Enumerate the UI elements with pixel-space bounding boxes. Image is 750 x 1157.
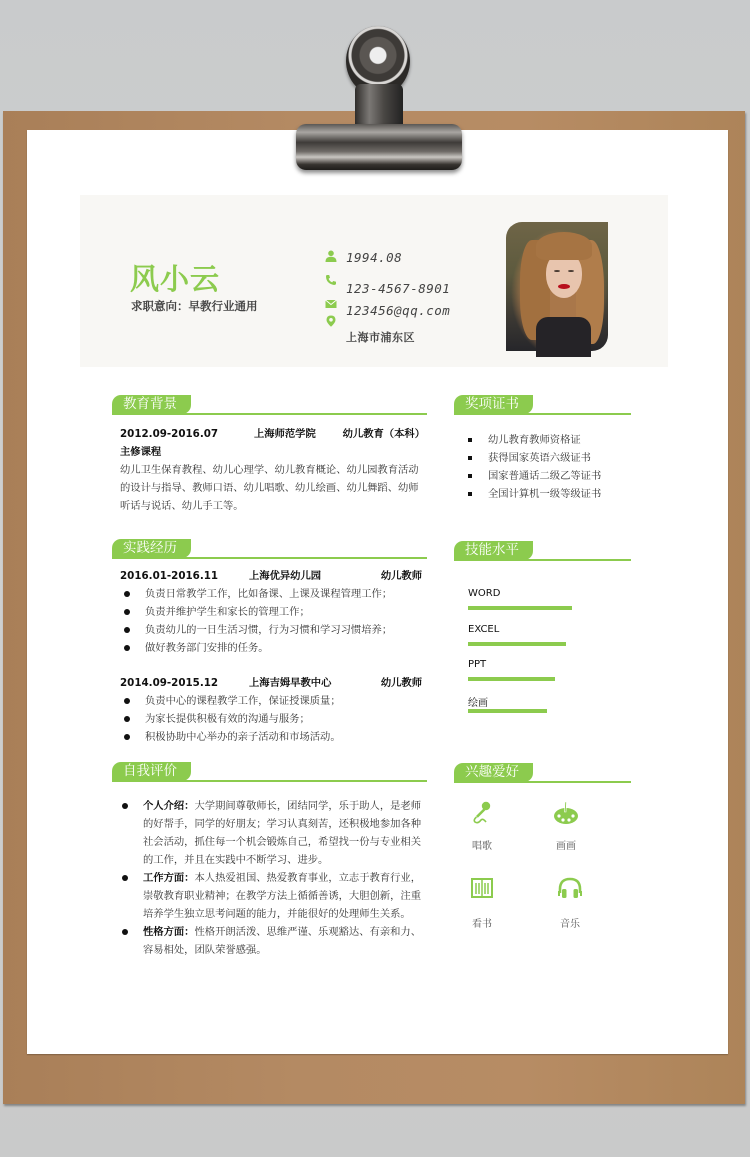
job-org: 上海吉姆早教中心 [249, 677, 332, 689]
skill-bar [468, 677, 555, 681]
education-entry [120, 425, 425, 515]
courses-text: 幼儿卫生保育教程、幼儿心理学、幼儿教育概论、幼儿园教育活动的设计与指导、教师口语、幼儿唱歌、幼儿绘画、幼儿舞蹈、幼师听话与说话、幼儿手工等。 [120, 464, 419, 512]
hobby-music: 音乐 [540, 877, 600, 930]
award-item: 获得国家英语六级证书 [454, 449, 634, 467]
hobby-drawing: 画画 [536, 801, 596, 852]
binder-clip [296, 24, 462, 170]
contact-address: 上海市浦东区 [325, 319, 475, 343]
education-row [120, 425, 425, 443]
section-heading-education: 教育背景 [112, 395, 427, 415]
headphones-icon [557, 877, 583, 899]
skill-ppt: PPT [468, 659, 486, 670]
candidate-name: 风小云 [130, 262, 221, 296]
section-heading-experience: 实践经历 [112, 539, 427, 559]
hobby-singing: 唱歌 [452, 801, 512, 852]
experience-job-2 [120, 674, 422, 746]
job-duty: 积极协助中心举办的亲子活动和市场活动。 [120, 728, 422, 746]
self-eval-item: 工作方面：本人热爱祖国、热爱教育事业，立志于教育行业，崇敬教育职业精神；在教学方法上循循善诱，大胆创新，注重培养学生独立思考问题的能力，并能很好的处理师生关系。 [118, 869, 425, 923]
phone-icon [325, 274, 337, 286]
education-major: 幼儿教育（本科） [342, 428, 425, 440]
experience-job-1 [120, 567, 422, 657]
user-icon [325, 250, 337, 262]
self-eval-item: 性格方面：性格开朗活泼、思维严谨、乐观豁达、有亲和力、容易相处，团队荣誉感强。 [118, 923, 425, 959]
job-intent: 求职意向：早教行业通用 [131, 299, 258, 313]
courses-label: 主修课程 [120, 446, 162, 458]
job-duty: 负责幼儿的一日生活习惯，行为习惯和学习习惯培养； [120, 621, 422, 639]
job-org: 上海优异幼儿园 [249, 570, 322, 582]
self-eval-list [118, 797, 425, 959]
education-school: 上海师范学院 [254, 428, 316, 440]
resume-header [80, 195, 668, 367]
education-period: 2012.09-2016.07 [120, 428, 219, 440]
mail-icon [325, 298, 337, 310]
job-duty: 为家长提供积极有效的沟通与服务； [120, 710, 422, 728]
location-icon [325, 315, 337, 327]
contact-email: 123456@qq.com [325, 295, 475, 319]
job-duty: 负责日常教学工作，比如备课、上课及课程管理工作； [120, 585, 422, 603]
contact-phone: 123-4567-8901 [325, 271, 475, 295]
award-item: 国家普通话二级乙等证书 [454, 467, 634, 485]
section-heading-self-eval: 自我评价 [112, 762, 427, 782]
award-item: 全国计算机一级等级证书 [454, 485, 634, 503]
skill-bar [468, 606, 572, 610]
book-icon [471, 877, 493, 899]
self-eval-item: 个人介绍：大学期间尊敬师长，团结同学，乐于助人，是老师的好帮手，同学的好朋友；学习认真刻苦，还积极地参加各种社会活动，抓住每一个机会锻炼自己，希望找一份与专业相关的工作，并且在实践中不断学习、进步。 [118, 797, 425, 869]
profile-photo [506, 222, 608, 351]
job-duty: 做好教务部门安排的任务。 [120, 639, 422, 657]
contact-birth: 1994.08 [325, 247, 475, 271]
job-role: 幼儿教师 [380, 677, 422, 689]
palette-icon [553, 801, 579, 825]
section-heading-hobbies: 兴趣爱好 [454, 763, 631, 783]
job-period: 2016.01-2016.11 [120, 570, 219, 582]
microphone-icon [471, 801, 493, 825]
section-heading-awards: 奖项证书 [454, 395, 631, 415]
awards-list [454, 431, 634, 503]
skill-bar [468, 642, 566, 646]
job-duty: 负责中心的课程教学工作，保证授课质量； [120, 692, 422, 710]
job-period: 2014.09-2015.12 [120, 677, 219, 689]
job-duty: 负责并维护学生和家长的管理工作； [120, 603, 422, 621]
award-item: 幼儿教育教师资格证 [454, 431, 634, 449]
hobby-reading: 看书 [452, 877, 512, 930]
clip-bar [296, 124, 462, 170]
contact-list [325, 247, 475, 344]
skill-bar [468, 709, 547, 713]
section-heading-skills: 技能水平 [454, 541, 631, 561]
skill-excel: EXCEL [468, 624, 499, 635]
skill-drawing: 绘画 [468, 694, 488, 709]
skill-word: WORD [468, 588, 500, 599]
job-role: 幼儿教师 [380, 570, 422, 582]
